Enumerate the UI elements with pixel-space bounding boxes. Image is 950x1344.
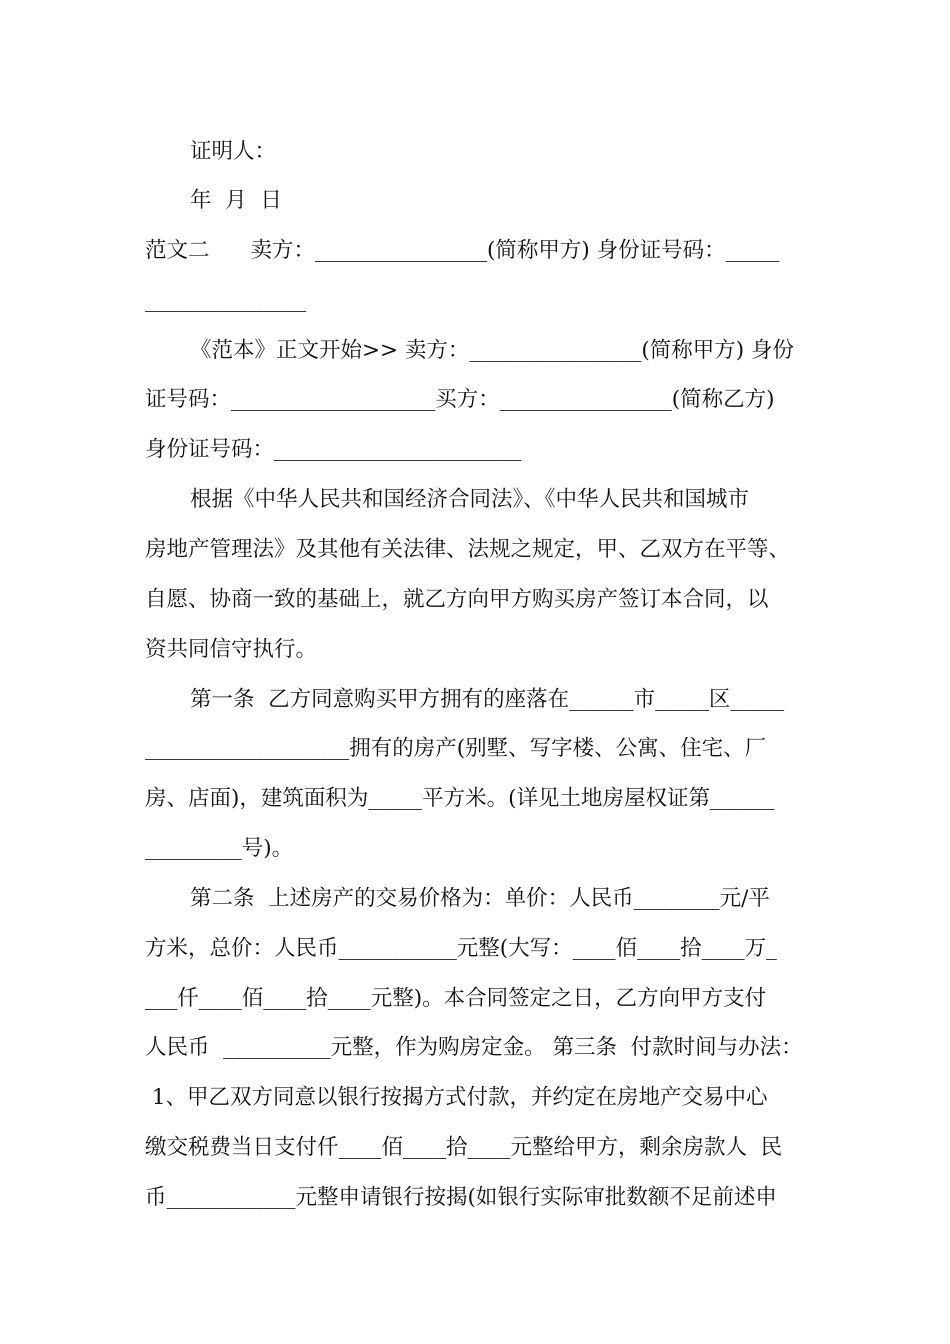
article-3-item-1-line-2: 缴交税费当日支付仟____佰____拾____元整给甲方，剩余房款人 民	[145, 1135, 783, 1160]
article-1-line-3: 房、店面)，建筑面积为_____平方米。(详见土地房屋权证第______	[145, 786, 775, 811]
article-2-line-1: 第二条 上述房产的交易价格为：单价：人民币________元/平	[190, 886, 770, 911]
preamble-line-3: 自愿、协商一致的基础上，就乙方向甲方购买房产签订本合同，以	[145, 587, 769, 612]
article-2-line-4: 人民币 __________元整，作为购房定金。 第三条 付款时间与办法：	[145, 1035, 803, 1060]
article-3-item-1-line-3: 币____________元整申请银行按揭(如银行实际审批数额不足前述申	[145, 1185, 777, 1210]
preamble-line-1: 根据《中华人民共和国经济合同法》、《中华人民共和国城市	[190, 487, 750, 512]
article-2-line-3: ___仟____佰____拾____元整)。本合同签定之日，乙方向甲方支付	[145, 986, 767, 1011]
body-start-seller: 《范本》正文开始>> 卖方：________________(简称甲方) 身份	[190, 338, 794, 363]
article-3-item-1-line-1: 1、甲乙双方同意以银行按揭方式付款，并约定在房地产交易中心	[145, 1085, 768, 1110]
sample-two-header: 范文二 卖方：________________(简称甲方) 身份证号码：_____	[145, 238, 780, 263]
date-line: 年 月 日	[190, 188, 282, 213]
article-2-line-2: 方米，总价：人民币___________元整(大写：____佰____拾____万_	[145, 936, 777, 961]
buyer-line: 证号码：___________________买方：________________(简称乙方)	[145, 387, 775, 412]
preamble-line-2: 房地产管理法》及其他有关法律、法规之规定，甲、乙双方在平等、	[145, 537, 791, 562]
id-blank-continuation: _______________	[145, 288, 307, 313]
article-1-line-1: 第一条 乙方同意购买甲方拥有的座落在______市_____区_____	[190, 687, 785, 712]
preamble-line-4: 资共同信守执行。	[145, 637, 318, 662]
article-1-line-2: ___________________拥有的房产(别墅、写字楼、公寓、住宅、厂	[145, 736, 767, 761]
buyer-id-line: 身份证号码：_______________________	[145, 437, 522, 462]
article-1-line-4: _________号)。	[145, 836, 294, 861]
witness-line: 证明人：	[190, 139, 277, 164]
